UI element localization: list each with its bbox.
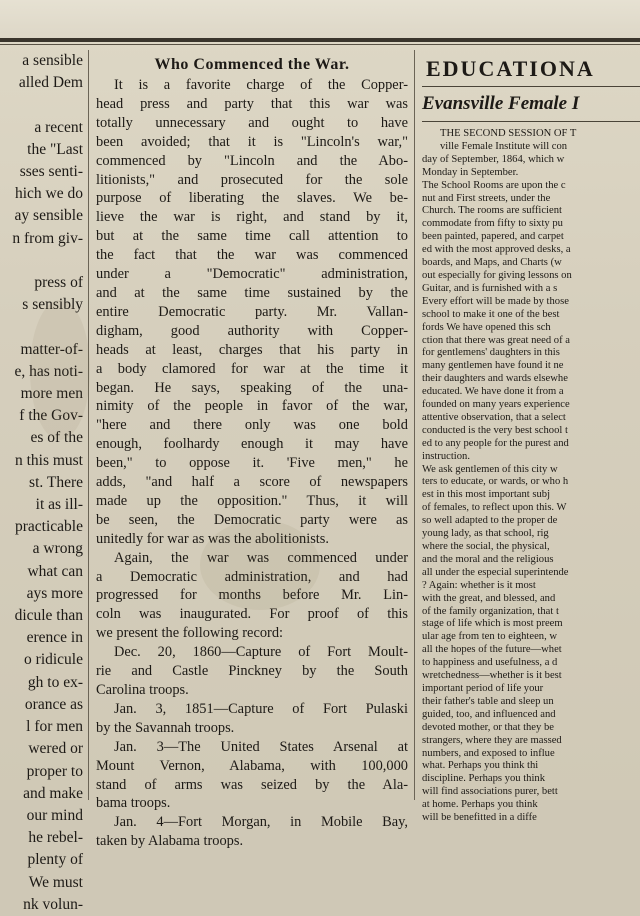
text-line: proper to: [26, 762, 83, 780]
advertisement-line: educated. We have done it from a: [422, 386, 564, 398]
article-line: made up the opposition." Thus, it will: [96, 492, 408, 509]
text-line: he rebel-: [28, 829, 83, 847]
article-line: under a "Democratic" administration,: [96, 266, 408, 283]
article-line: we present the following record:: [96, 625, 284, 642]
article-line: "here and there only was one bold: [96, 417, 408, 434]
advertisement-line: stage of life which is most preem: [422, 618, 563, 630]
advertisement-line: ular age from ten to eighteen, w: [422, 631, 558, 643]
text-line: press of: [34, 274, 83, 292]
article-line: adds, "and half a score of newspapers: [96, 474, 408, 491]
text-line: n this must: [14, 451, 83, 469]
text-line: dicule than: [14, 607, 83, 625]
text-line: sses senti-: [19, 163, 83, 181]
text-line: more men: [20, 385, 83, 403]
advertisement-line: We ask gentlemen of this city w: [422, 463, 558, 475]
advertisement-line: Church. The rooms are sufficient: [422, 205, 562, 217]
article-body: [92, 76, 412, 851]
advertisement-line: ed to any people for the purest and: [422, 437, 569, 449]
text-line: s sensibly: [22, 296, 83, 314]
article-line: rie and Castle Pinckney by the South: [96, 663, 408, 680]
text-line: it as ill-: [35, 496, 83, 514]
advertisement-line: of the family organization, that t: [422, 605, 559, 617]
advertisement-line: discipline. Perhaps you think: [422, 773, 545, 785]
right-column: [418, 50, 640, 824]
advertisement-line: Every effort will be made by those: [422, 295, 569, 307]
header-rule: [0, 38, 640, 42]
advertisement-line: what. Perhaps you think thi: [422, 760, 539, 772]
advertisement-line: ters to educate, or wards, or who h: [422, 476, 569, 488]
text-line: practicable: [15, 518, 83, 536]
advertisement-line: ed with the most approved desks, a: [422, 244, 571, 256]
advertisement-line: numbers, and exposed to influe: [422, 747, 555, 759]
advertisement-line: their father's table and sleep un: [422, 695, 554, 707]
advertisement-line: est in this most important subj: [422, 489, 551, 501]
text-line: ay sensible: [14, 207, 83, 225]
advertisement-line: at home. Perhaps you think: [422, 799, 538, 811]
advertisement-line: strangers, where they are massed: [422, 734, 562, 746]
text-line: We must: [28, 873, 83, 891]
article-line: digham, good authority with Copper-: [96, 322, 408, 339]
article-line: bama troops.: [96, 795, 171, 812]
text-line: l for men: [26, 718, 83, 736]
article-line: purpose of liberating the slaves. We be-: [96, 190, 408, 207]
paper-stain: [30, 300, 90, 440]
column-rule-right: [414, 50, 415, 800]
text-line: wered or: [28, 740, 83, 758]
article-line: Jan. 3, 1851—Capture of Fort Pulaski: [114, 700, 408, 717]
section-heading: EDUCATIONA: [426, 56, 595, 81]
text-line: ays more: [26, 584, 83, 602]
paper-stain: [200, 520, 320, 610]
advertisement-line: young lady, as that school, rig: [422, 528, 549, 540]
text-line: a sensible: [22, 52, 83, 69]
advertisement-line: nut and First streets, under the: [422, 192, 551, 204]
article-line: and at the same time sustained by the: [96, 284, 408, 301]
article-line: head press and party that this war was: [96, 95, 408, 112]
advertisement-line: of females, to reflect upon this. W: [422, 502, 567, 514]
column-rule-left: [88, 50, 89, 800]
advertisement-line: THE SECOND SESSION OF T: [440, 128, 577, 139]
article-line: but at the same time call attention to: [96, 228, 408, 245]
article-line: taken by Alabama troops.: [96, 833, 244, 850]
advertisement-line: where the social, the physical,: [422, 541, 550, 552]
advertisement-line: ville Female Institute will con: [440, 140, 568, 152]
article-line: a body clamored for war at the time it: [96, 360, 408, 377]
advertisement-line: will find associations purer, bett: [422, 786, 558, 798]
advertisement-line: and the moral and the religious: [422, 553, 554, 565]
text-line: e, has noti-: [14, 362, 83, 380]
advertisement-line: attentive observation, that a select: [422, 411, 566, 423]
article-line: enough, foolhardy enough it may have: [96, 436, 408, 453]
advertisement-line: so well adapted to the proper de: [422, 515, 558, 527]
text-line: orance as: [24, 695, 83, 713]
advertisement-body: [418, 128, 640, 825]
advertisement-line: all the hopes of the future—whet: [422, 644, 562, 656]
advertisement-line: all under the especial superintende: [422, 566, 569, 578]
article-line: began. He says, speaking of the una-: [96, 379, 408, 396]
text-line: o ridicule: [24, 651, 83, 669]
article-line: stand of arms was seized by the Ala-: [96, 776, 408, 793]
text-line: what can: [27, 562, 83, 580]
advertisement-line: ? Again: whether is it most: [422, 579, 536, 591]
article-line: coln was inaugurated. For proof of this: [96, 606, 408, 623]
section-rule: [422, 86, 640, 87]
advertisement-heading: Evansville Female I: [422, 93, 580, 114]
advertisement-line: Monday in September.: [422, 166, 519, 178]
text-line: gh to ex-: [27, 673, 83, 691]
article-column: [92, 50, 412, 850]
advertisement-line: with the great, and blessed, and: [422, 592, 556, 604]
advertisement-line: many gentlemen have found it ne: [422, 360, 564, 372]
text-line: our mind: [26, 806, 83, 824]
text-line: the "Last: [27, 140, 83, 158]
advertisement-line: day of September, 1864, which w: [422, 153, 565, 165]
text-line: and make: [23, 784, 83, 802]
article-line: by the Savannah troops.: [96, 719, 235, 736]
advertisement-line: fords We have opened this sch: [422, 321, 551, 333]
article-line: unitedly for war as was the abolitionists.: [96, 530, 330, 547]
advertisement-line: been painted, papered, and carpet: [422, 231, 564, 243]
article-line: totally unnecessary and ought to have: [96, 114, 408, 131]
article-line: commenced by "Lincoln and the Abo-: [96, 152, 408, 169]
text-line: [0, 94, 86, 116]
advertisement-line: boards, and Maps, and Charts (w: [422, 257, 562, 269]
header-rule-thin: [0, 44, 640, 45]
advertisement-line: guided, too, and influenced and: [422, 708, 556, 720]
article-line: Jan. 3—The United States Arsenal at: [114, 738, 408, 755]
article-line: heads at least, charges that his party in: [96, 341, 408, 358]
advertisement-line: wretchedness—whether is it best: [422, 670, 562, 682]
article-line: Mount Vernon, Alabama, with 100,000: [96, 757, 408, 774]
article-line: Again, the war was commenced under: [114, 549, 408, 566]
text-line: f the Gov-: [19, 407, 83, 425]
text-line: st. There: [29, 473, 83, 491]
text-line: matter-of-: [20, 340, 83, 358]
article-line: Dec. 20, 1860—Capture of Fort Moult-: [114, 644, 408, 661]
text-line: plenty of: [27, 851, 83, 869]
article-headline: Who Commenced the War.: [154, 56, 350, 73]
advertisement-line: Guitar, and is furnished with a s: [422, 282, 558, 294]
article-line: Carolina troops.: [96, 682, 189, 698]
advertisement-line: important period of life your: [422, 682, 544, 694]
article-line: litionists," and prosecuted for the sole: [96, 171, 408, 188]
advertisement-line: founded on many years experience: [422, 399, 570, 411]
article-line: the fact that the war was commenced: [96, 247, 408, 264]
text-line: nk volun-: [23, 895, 83, 913]
article-line: a Democratic administration, and had: [96, 568, 408, 585]
text-line: [0, 250, 86, 272]
article-line: lieve the war is right, and stand by it,: [96, 209, 408, 226]
advertisement-line: instruction.: [422, 450, 470, 462]
article-line: entire Democratic party. Mr. Vallan-: [96, 303, 408, 320]
advertisement-line: devoted mother, or that they be: [422, 721, 554, 733]
text-line: a recent: [34, 118, 83, 136]
article-line: been," to oppose it. 'Five men," he: [96, 455, 408, 472]
article-line: nimity of the people in favor of the war,: [96, 398, 408, 415]
text-line: a wrong: [32, 540, 83, 558]
article-line: Jan. 4—Fort Morgan, in Mobile Bay,: [114, 814, 408, 831]
page-top-margin: [0, 0, 640, 38]
text-line: es of the: [30, 429, 83, 447]
advertisement-line: ction that there was great need of a: [422, 334, 570, 346]
advertisement-line: for gentlemens' daughters in this: [422, 347, 560, 359]
article-line: been avoided; that it is "Lincoln's war,": [96, 133, 408, 150]
advertisement-line: school to make it one of the best: [422, 308, 560, 320]
text-line: alled Dem: [18, 74, 83, 92]
text-line: hich we do: [14, 185, 83, 203]
advertisement-line: out especially for giving lessons on: [422, 269, 572, 281]
advertisement-line: to happiness and usefulness, a d: [422, 657, 558, 669]
advertisement-line: The School Rooms are upon the c: [422, 179, 566, 191]
article-line: It is a favorite charge of the Copper-: [114, 77, 408, 93]
article-line: progressed for months before Mr. Lin-: [96, 587, 408, 604]
text-line: n from giv-: [12, 229, 83, 247]
advertisement-line: conducted is the very best school t: [422, 424, 568, 436]
advertisement-line: their daughters and wards elsewhe: [422, 373, 568, 385]
advertisement-line: commodate from fifty to sixty pu: [422, 218, 563, 230]
advertisement-line: will be benefitted in a diffe: [422, 812, 537, 824]
text-line: erence in: [26, 629, 83, 647]
section-rule-2: [422, 121, 640, 122]
article-line: be seen, the Democratic party were as: [96, 511, 408, 528]
